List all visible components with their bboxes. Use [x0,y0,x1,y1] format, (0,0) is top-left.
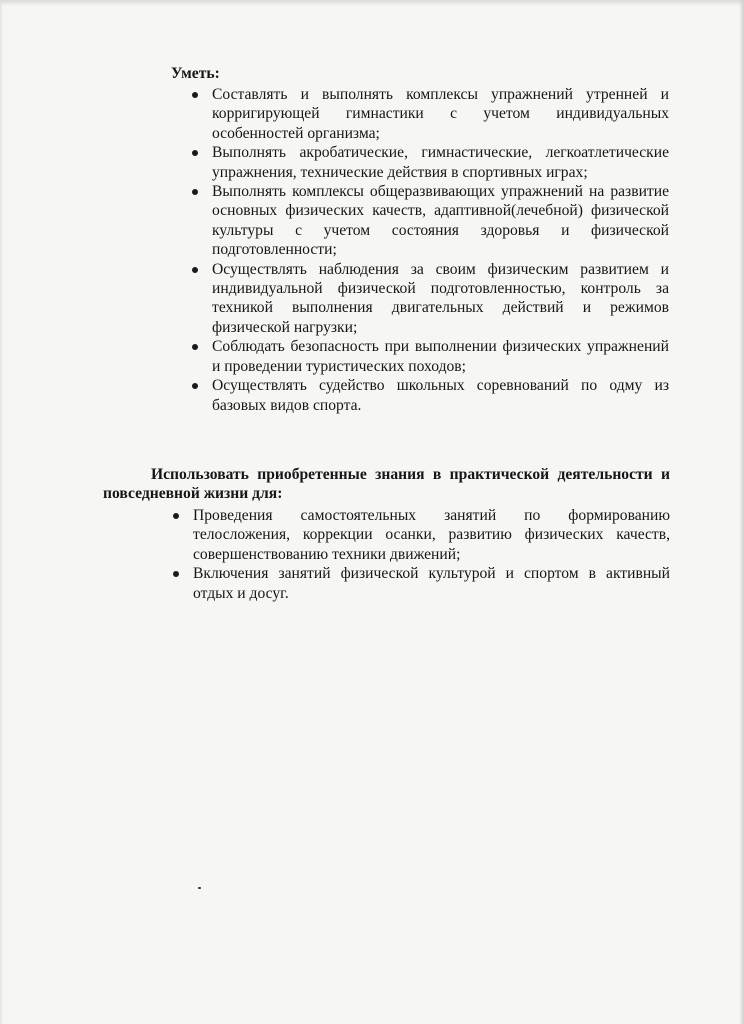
bullet-icon [173,513,179,519]
list-item [212,337,669,376]
section-heading-use-knowledge: Использовать приобретенные знания в практической деятельности и повседневной жизни для: [103,466,670,503]
list-item [212,85,669,143]
list-item-text: Проведения самостоятельных занятий по формированию телосложения, коррекции осанки, развитию физических качеств, совершенствованию техники движений; [193,507,670,563]
list-item-text: Составлять и выполнять комплексы упражнений утренней и корригирующей гимнастики с учетом индивидуальных особенностей организма; [212,86,669,142]
list-item [212,376,669,415]
scan-edge-top [0,0,744,6]
list-item [212,260,669,338]
bullet-icon [192,383,198,389]
list-item [212,182,669,260]
bullet-icon [192,150,198,156]
list-item-text: Осуществлять судейство школьных соревнований по одму из базовых видов спорта. [212,377,669,414]
list-item-text: Выполнять акробатические, гимнастические, легкоатлетические упражнения, технические действия в спортивных играх; [212,144,669,181]
section-heading-umet: Уметь: [171,65,220,82]
list-item-text: Соблюдать безопасность при выполнении физических упражнений и проведении туристических походов; [212,338,669,375]
list-item [193,564,670,603]
skills-list [212,85,669,415]
scan-edge-left [0,0,3,1024]
scan-speck [198,887,201,889]
list-item [193,506,670,564]
bullet-icon [173,571,179,577]
list-item [212,143,669,182]
bullet-icon [192,344,198,350]
list-item-text: Включения занятий физической культурой и спортом в активный отдых и досуг. [193,565,670,602]
list-item-text: Осуществлять наблюдения за своим физическим развитием и индивидуальной физической подготовленностью, контроль за техникой выполнения двигательных действий и режимов физической нагрузки; [212,260,669,336]
bullet-icon [192,92,198,98]
usage-list [193,506,670,603]
list-item-text: Выполнять комплексы общеразвивающих упражнений на развитие основных физических качеств, адаптивной(лечебной) физической культуры с учетом состояния здоровья и физической подготовленности; [212,183,669,259]
scan-edge-right [739,0,744,1024]
bullet-icon [192,267,198,273]
bullet-icon [192,189,198,195]
